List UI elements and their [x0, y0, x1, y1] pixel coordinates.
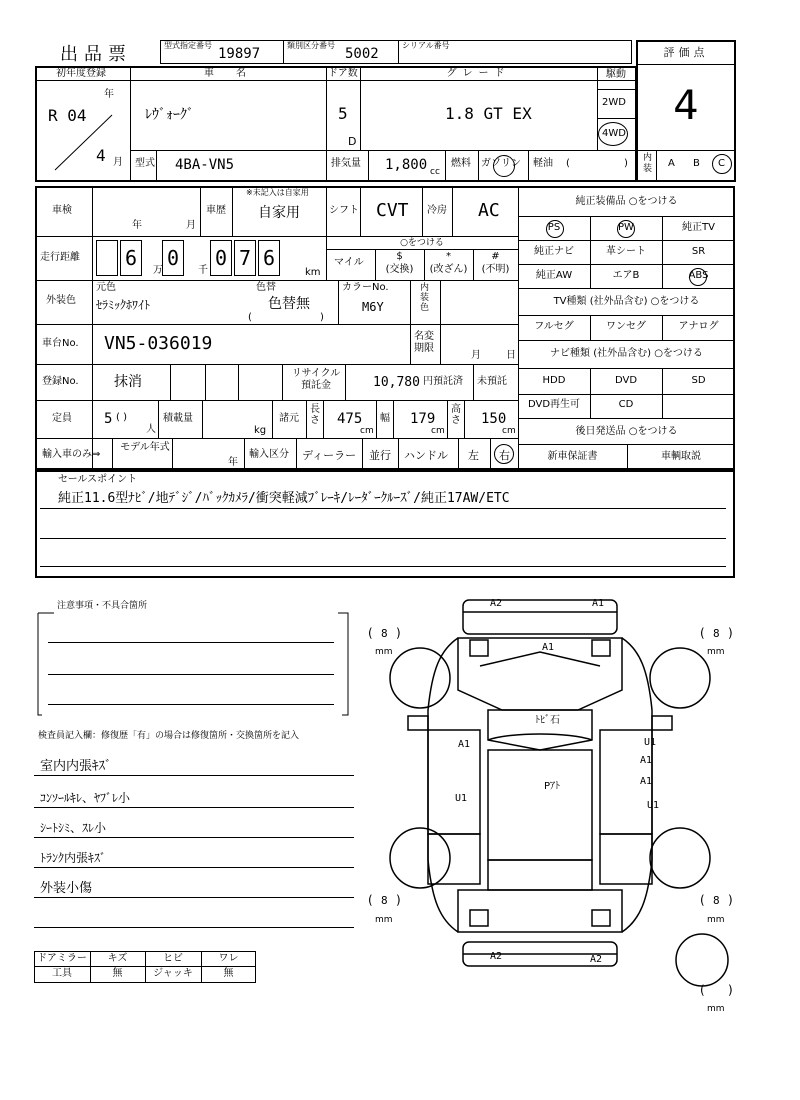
- fuel-gasoline-circle: [493, 155, 515, 177]
- left-label: 左: [468, 449, 479, 462]
- category-value: 5002: [345, 46, 379, 62]
- fuel-diesel: 軽油: [533, 158, 553, 169]
- note-line-1: 室内内張ｷｽﾞ: [40, 759, 112, 774]
- km-unit: km: [305, 267, 321, 278]
- navi-type-item: SD: [691, 375, 706, 386]
- tire-rr-bracket-close: ): [728, 893, 733, 907]
- type-designation-value: 19897: [218, 46, 261, 62]
- recycle-status: 円預託済: [423, 376, 463, 387]
- tire-rl-bracket-open: (: [368, 893, 373, 907]
- first-reg-label: 初年度登録: [56, 68, 106, 79]
- width-label: 幅: [380, 413, 390, 424]
- mileage-label: 走行距離: [40, 252, 80, 263]
- legend-cell: ドアミラー: [37, 953, 87, 964]
- chassis-value: VN5-036019: [104, 333, 213, 354]
- fuel-label: 燃料: [451, 158, 471, 169]
- door-type: D: [348, 135, 357, 148]
- left-rear-door-code: U1: [455, 793, 468, 804]
- inspection-label: 車検: [52, 205, 72, 216]
- width-cm: cm: [431, 426, 445, 436]
- equipment-item: ABS: [688, 270, 709, 281]
- tire-fl-bracket-open: (: [368, 626, 373, 640]
- interior-label: 内装: [643, 153, 653, 174]
- equipment-item: 純正AW: [535, 270, 573, 281]
- interior-c-circle: [712, 154, 732, 174]
- car-name-label: 車 名: [204, 68, 252, 79]
- drive-4wd-circle: [598, 122, 628, 146]
- left-front-door-code: A1: [458, 739, 471, 750]
- title-change-month: 月: [471, 350, 481, 361]
- height-value: 150: [481, 411, 507, 427]
- right-label: 右: [499, 449, 510, 462]
- tire-fl-bracket-close: ): [396, 626, 401, 640]
- mileage-digit: 7: [238, 246, 252, 270]
- sales-block: [35, 470, 735, 578]
- unknown-symbol: #: [491, 251, 500, 262]
- tire-fl-depth: 8: [381, 627, 388, 640]
- pw-circle: [617, 220, 635, 238]
- tire-fr-bracket-open: (: [700, 626, 705, 640]
- unknown-label: (不明): [481, 264, 510, 275]
- capacity-label: 定員: [52, 413, 72, 424]
- abs-circle: [689, 268, 707, 286]
- notes-bracket: [30, 605, 355, 725]
- exchange-label: (交換): [385, 264, 414, 275]
- diagonal-slash: [50, 112, 120, 174]
- equipment-item: PS: [547, 222, 561, 233]
- tv-type-item: フルセグ: [534, 321, 574, 332]
- tv-type-item: アナログ: [678, 321, 719, 332]
- equipment-item: SR: [691, 246, 706, 257]
- note-line-3: ｼｰﾄｼﾐ、ｽﾚ小: [40, 821, 107, 835]
- width-value: 179: [410, 411, 436, 427]
- notes-label: 注意事項・不具合箇所: [57, 601, 148, 611]
- tire-rr-depth: 8: [713, 894, 720, 907]
- equipment-item: 純正TV: [682, 222, 715, 233]
- roof-code: Pｱﾄ: [544, 781, 561, 792]
- navi-type-item: DVD再生可: [527, 399, 581, 410]
- tire-spare-mm: mm: [707, 1004, 725, 1014]
- equipment-item: 革シート: [606, 246, 646, 257]
- fuel-gasoline: ガソリン: [481, 158, 521, 169]
- inspector-label: 検査員記入欄：修復歴「有」の場合は修復箇所・交換箇所を記入: [38, 731, 300, 741]
- legend-cell: ワレ: [218, 953, 239, 964]
- length-cm: cm: [360, 426, 374, 436]
- front-bumper-right-code: A1: [592, 598, 605, 609]
- tire-spare-bracket-close: ): [728, 983, 733, 997]
- navi-type-item: DVD: [614, 375, 638, 386]
- rear-bumper-left-code: A2: [490, 951, 503, 962]
- legend-cell: 無: [112, 968, 123, 979]
- equipment-item: 純正ナビ: [534, 246, 574, 257]
- person-unit: 人: [146, 424, 156, 435]
- kg-unit: kg: [254, 425, 267, 436]
- drive-4wd: 4WD: [602, 128, 626, 139]
- orig-color-value: ｾﾗﾐｯｸﾎﾜｲﾄ: [96, 298, 151, 312]
- history-note: ※未記入は自家用: [246, 188, 309, 197]
- car-diagram: [360, 590, 740, 1030]
- recycle-not: 未預託: [477, 376, 507, 387]
- doors-value: 5: [338, 104, 348, 123]
- hood-code: A1: [542, 642, 555, 653]
- form-title: 出品票: [60, 44, 132, 65]
- month-unit: 月: [113, 157, 123, 168]
- navi-type-item: CD: [618, 399, 634, 410]
- right-rear-door-code-2: U1: [647, 800, 660, 811]
- equipment-item: PW: [618, 222, 634, 233]
- right-front-door-code-1: U1: [644, 737, 657, 748]
- height-label: 高さ: [451, 404, 461, 426]
- later-manual: 車輌取説: [661, 451, 701, 462]
- sales-line-1: 純正11.6型ﾅﾋﾞ/地ﾃﾞｼﾞ/ﾊﾞｯｸｶﾒﾗ/衝突軽減ﾌﾞﾚｰｷ/ﾚｰﾀﾞｰｸﾙｰｽﾞ/純正17AW/ETC: [58, 491, 510, 506]
- right-front-door-code-2: A1: [640, 755, 653, 766]
- drive-2wd: 2WD: [602, 97, 626, 108]
- tire-rl-mm: mm: [375, 915, 393, 925]
- first-reg-month: 4: [96, 146, 106, 165]
- later-title: 後日発送品 ○をつける: [575, 426, 678, 437]
- recolor-paren-close: ): [320, 312, 324, 323]
- height-cm: cm: [502, 426, 516, 436]
- import-label: 輸入車のみ⇒: [42, 449, 101, 460]
- mileage-digit-box: [96, 240, 118, 276]
- later-warranty: 新車保証書: [547, 451, 598, 462]
- interior-c: C: [718, 158, 725, 169]
- orig-color-label: 元色: [96, 282, 116, 293]
- parallel-label: 並行: [369, 449, 391, 462]
- displacement-label: 排気量: [331, 158, 361, 169]
- legend-cell: ジャッキ: [153, 968, 193, 979]
- inspection-year-unit: 年: [132, 220, 142, 231]
- category-label: 類別区分番号: [287, 41, 335, 50]
- note-line-2: ｺﾝｿｰﾙｷﾚ、ﾔﾌﾞﾚ小: [40, 791, 131, 805]
- tv-type-item: ワンセグ: [606, 321, 646, 332]
- tamper-label: (改ざん): [429, 264, 468, 275]
- tire-rl-depth: 8: [381, 894, 388, 907]
- exterior-label: 外装色: [46, 295, 76, 306]
- title-change-day: 日: [506, 350, 516, 361]
- legend-cell: ヒビ: [163, 953, 183, 964]
- ac-label: 冷房: [427, 205, 447, 216]
- front-bumper-left-code: A2: [490, 598, 503, 609]
- legend-cell: 無: [223, 968, 234, 979]
- tire-fl-mm: mm: [375, 647, 393, 657]
- tire-rr-bracket-open: (: [700, 893, 705, 907]
- mileage-digit: 6: [262, 246, 276, 270]
- navi-type-item: HDD: [542, 375, 566, 386]
- dims-label: 諸元: [279, 413, 299, 424]
- interior-b: B: [693, 158, 700, 169]
- rear-bumper-right-code: A2: [590, 954, 603, 965]
- shift-value: CVT: [376, 200, 409, 221]
- tamper-symbol: *: [446, 251, 451, 262]
- legend-cell: 工具: [52, 968, 72, 979]
- interior-a: A: [668, 158, 675, 169]
- ac-value: AC: [478, 200, 500, 221]
- model-value: 4BA-VN5: [175, 157, 235, 173]
- mileage-digit: 0: [166, 246, 180, 270]
- handle-label: ハンドル: [404, 449, 448, 462]
- right-circle: [494, 444, 514, 464]
- inspection-month-unit: 月: [186, 220, 196, 231]
- interior-color-label: 内装色: [420, 283, 430, 313]
- load-label: 積載量: [163, 413, 193, 424]
- score-value: 4: [673, 83, 699, 129]
- capacity-paren: ( ): [116, 412, 127, 423]
- import-type-label: 輸入区分: [249, 449, 289, 460]
- capacity-value: 5: [104, 411, 113, 427]
- grade-label: グレード: [446, 68, 511, 79]
- score-label: 評価点: [663, 46, 709, 59]
- sales-label: セールスポイント: [58, 474, 138, 485]
- tire-rl-bracket-close: ): [396, 893, 401, 907]
- year-unit: 年: [104, 89, 114, 100]
- recolor-paren-open: (: [248, 312, 252, 323]
- right-rear-door-code-1: A1: [640, 776, 653, 787]
- dealer-label: ディーラー: [302, 449, 357, 462]
- recycle-amount: 10,780: [373, 375, 420, 390]
- recycle-label: リサイクル預託金: [291, 368, 341, 391]
- type-designation-label: 型式指定番号: [164, 41, 212, 50]
- doors-label: ドア数: [328, 68, 358, 79]
- grade-value: 1.8 GT EX: [445, 104, 532, 123]
- serial-label: シリアル番号: [402, 41, 450, 50]
- tire-spare-bracket-open: (: [700, 983, 705, 997]
- length-label: 長さ: [310, 404, 320, 426]
- tire-fr-mm: mm: [707, 647, 725, 657]
- cc-unit: cc: [430, 167, 440, 177]
- fuel-other-open: (: [566, 158, 570, 169]
- car-name-value: ﾚｳﾞｫｰｸﾞ: [145, 107, 194, 123]
- windshield-code: ﾄﾋﾞ石: [535, 715, 560, 726]
- color-no-value: M6Y: [362, 300, 384, 314]
- mileage-digit: 6: [124, 246, 138, 270]
- ps-circle: [546, 220, 564, 238]
- model-year-unit: 年: [228, 457, 238, 468]
- chassis-label: 車台No.: [42, 338, 79, 349]
- length-value: 475: [337, 411, 363, 427]
- model-year-label: モデル年式: [120, 442, 170, 453]
- mileage-digit: 0: [214, 246, 228, 270]
- fuel-other-close: ): [624, 158, 628, 169]
- title-change-label: 名変期限: [414, 331, 434, 354]
- tire-fr-bracket-close: ): [728, 626, 733, 640]
- mile-label: マイル: [334, 257, 364, 268]
- note-line-4: ﾄﾗﾝｸ内張ｷｽﾞ: [40, 851, 107, 865]
- exchange-symbol: $: [396, 251, 403, 262]
- sen-unit: 千: [198, 265, 208, 276]
- navi-title: ナビ種類 (社外品含む) ○をつける: [550, 348, 703, 359]
- mark-note: ○をつける: [400, 238, 444, 248]
- tire-rr-mm: mm: [707, 915, 725, 925]
- history-label: 車歴: [206, 205, 226, 216]
- tire-fr-depth: 8: [713, 627, 720, 640]
- recolor-value: 色替無: [268, 296, 310, 312]
- shift-label: シフト: [329, 205, 359, 216]
- color-no-label: カラーNo.: [342, 282, 389, 293]
- displacement-value: 1,800: [385, 157, 428, 173]
- equipment-item: エアB: [612, 270, 640, 281]
- reg-no-label: 登録No.: [42, 376, 79, 387]
- reg-no-value: 抹消: [114, 374, 142, 390]
- drive-label: 駆動: [606, 69, 626, 80]
- equipment-title: 純正装備品 ○をつける: [575, 196, 678, 207]
- note-line-5: 外装小傷: [40, 881, 93, 896]
- man-unit: 万: [153, 265, 163, 276]
- history-value: 自家用: [258, 205, 300, 221]
- legend-cell: キズ: [107, 953, 128, 964]
- recolor-label: 色替: [256, 282, 276, 293]
- first-reg-era: R 04: [48, 106, 87, 125]
- model-label: 型式: [135, 158, 155, 169]
- tv-title: TV種類 (社外品含む) ○をつける: [553, 296, 700, 307]
